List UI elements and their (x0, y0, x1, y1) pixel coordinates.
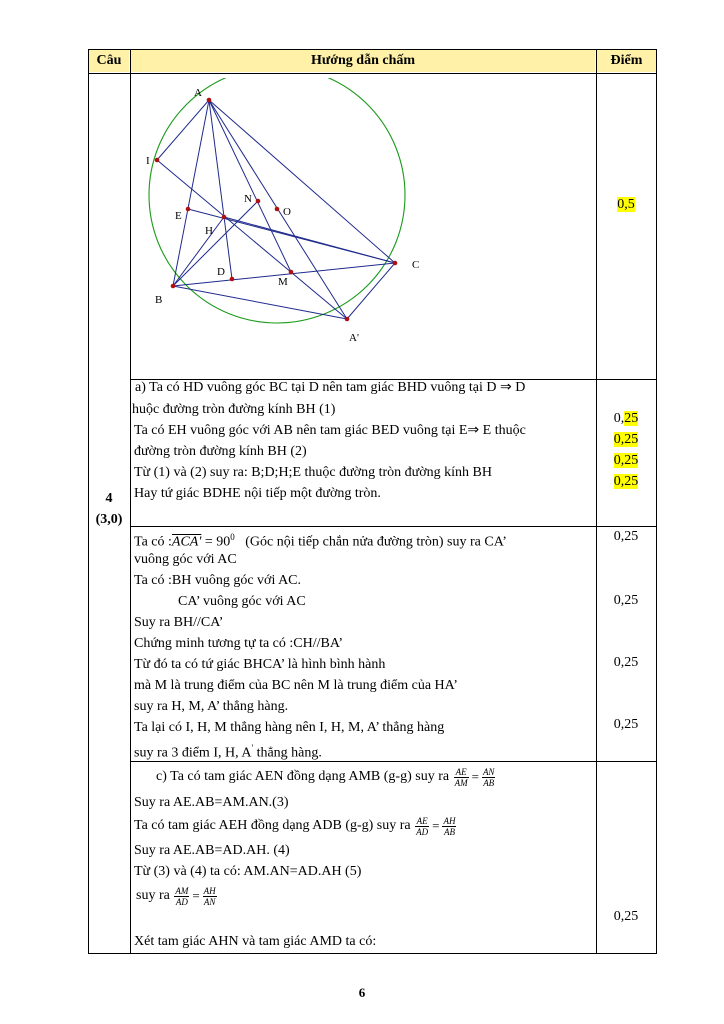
header-cau: Câu (96, 53, 122, 68)
part-c-line-7: Xét tam giác AHN và tam giác AMD ta có: (134, 934, 377, 949)
part-a-score-1: 0,25 (613, 411, 639, 426)
header-bottom-border (88, 73, 657, 74)
part-c-line-6: suy ra $\frac{AM}{AD}$ = $\frac{AH}{AN}$ (136, 885, 216, 907)
fraction-AH-AN: $\frac{AH}{AN}$ (203, 885, 216, 907)
label-A-prime: A' (349, 332, 359, 344)
segment-AD (209, 100, 232, 279)
part-b-line-4: CA’ vuông góc với AC (178, 594, 306, 609)
part-b-line-10: Ta lại có I, H, M thẳng hàng nên I, H, M, A’ thẳng hàng (134, 720, 445, 735)
circumcircle (149, 78, 405, 323)
part-b-line-7: Từ đó ta có tứ giác BHCA’ là hình bình hành (134, 657, 386, 672)
angle-ACA-prime: ACA' (171, 534, 202, 550)
figure-score: 0,5 (617, 197, 635, 212)
part-b-line-3: Ta có :BH vuông góc với AC. (134, 573, 302, 588)
part-c-line-1: c) Ta có tam giác AEN đồng dạng AMB (g-g) suy ra $\frac{AE}{AM}$ = $\frac{AN}{AB}$ (156, 766, 495, 788)
table-right-border (656, 49, 657, 954)
part-c-line-3: Ta có tam giác AEH đồng dạng ADB (g-g) suy ra $\frac{AE}{AD}$ = $\frac{AH}{AB}$ (134, 815, 456, 837)
part-b-score-3: 0,25 (613, 655, 639, 670)
fraction-AN-AB: $\frac{AN}{AB}$ (482, 766, 495, 788)
fraction-AM-AD: $\frac{AM}{AD}$ (175, 885, 189, 907)
point-A (207, 98, 212, 103)
page-number: 6 (358, 985, 366, 1000)
part-a-line-6: Hay tứ giác BDHE nội tiếp một đường tròn. (134, 486, 381, 501)
question-points: (3,0) (95, 512, 123, 527)
part-a-line-5: Từ (1) và (2) suy ra: B;D;H;E thuộc đường tròn đường kính BH (134, 465, 492, 480)
point-B (171, 284, 176, 289)
part-b-score-4: 0,25 (613, 717, 639, 732)
segment-AB (173, 100, 209, 286)
part-a-score-2: 0,25 (613, 432, 639, 447)
part-b-line-6: Chứng minh tương tự ta có :CH//BA’ (134, 636, 344, 651)
part-b-line-8: mà M là trung điểm của BC nên M là trung điểm của HA’ (134, 678, 458, 693)
part-b-line-2: vuông góc với AC (134, 552, 237, 567)
point-D (230, 277, 235, 282)
col-divider-1 (130, 49, 131, 954)
fraction-AE-AM: $\frac{AE}{AM}$ (454, 766, 468, 788)
segment-BN (173, 201, 258, 286)
point-C (393, 261, 398, 266)
question-number: 4 (105, 491, 113, 506)
label-B: B (155, 294, 163, 306)
point-O (275, 207, 280, 212)
part-c-line-4: Suy ra AE.AB=AD.AH. (4) (134, 843, 290, 858)
label-O: O (283, 206, 291, 218)
label-H: H (205, 225, 213, 237)
label-I: I (146, 155, 150, 167)
part-b-line-11: suy ra 3 điểm I, H, A' thẳng hàng. (134, 743, 322, 761)
fraction-AH-AB: $\frac{AH}{AB}$ (443, 815, 456, 837)
label-A: A (194, 87, 202, 99)
part-a-line-4: đường tròn đường kính BH (2) (134, 444, 307, 459)
part-a-score-3: 0,25 (613, 453, 639, 468)
label-N: N (244, 193, 252, 205)
part-a-line-2: huộc đường tròn đường kính BH (1) (132, 402, 336, 417)
part-b-score-2: 0,25 (613, 593, 639, 608)
point-A-prime (345, 317, 350, 322)
label-D: D (217, 266, 225, 278)
part-b-score-1: 0,25 (613, 529, 639, 544)
col-divider-2 (596, 49, 597, 954)
part-c-score: 0,25 (613, 909, 639, 924)
label-C: C (412, 259, 420, 271)
angle-equals: = 90 (201, 534, 231, 550)
part-b-line-5: Suy ra BH//CA’ (134, 615, 224, 630)
segment-AM (209, 100, 291, 272)
fraction-AE-AD: $\frac{AE}{AD}$ (416, 815, 429, 837)
segment-CA' (347, 263, 395, 319)
segment-AI (157, 100, 209, 160)
header-diem: Điểm (610, 53, 643, 68)
point-M (289, 270, 294, 275)
part-b-prefix: Ta có : (134, 534, 172, 550)
table-bottom-border (88, 953, 657, 954)
point-E (186, 207, 191, 212)
segment-IA' (157, 160, 347, 319)
part-a-line-1: a) Ta có HD vuông góc BC tại D nên tam giác BHD vuông tại D ⇒ D (135, 380, 526, 395)
header-huong-dan-cham: Hướng dẫn chấm (310, 53, 416, 68)
grading-table (88, 49, 657, 954)
point-N (256, 199, 261, 204)
point-I (155, 158, 160, 163)
part-c-line-5: Từ (3) và (4) ta có: AM.AN=AD.AH (5) (134, 864, 362, 879)
part-a-score-4: 0,25 (613, 474, 639, 489)
part-b-line-9: suy ra H, M, A’ thẳng hàng. (134, 699, 289, 714)
label-M: M (278, 276, 288, 288)
part-c-line-2: Suy ra AE.AB=AM.AN.(3) (134, 795, 289, 810)
table-top-border (88, 49, 657, 50)
geometry-figure (133, 78, 423, 350)
part-b-line-1-rest: (Góc nội tiếp chắn nửa đường tròn) suy ra CA’ (245, 534, 507, 550)
part-a-line-3: Ta có EH vuông góc với AB nên tam giác BED vuông tại E⇒ E thuộc (134, 423, 526, 438)
prime-mark: ' (251, 743, 254, 753)
segment-BA' (173, 286, 347, 319)
point-H (222, 215, 227, 220)
label-E: E (175, 210, 182, 222)
degree-mark: 0 (230, 532, 235, 542)
